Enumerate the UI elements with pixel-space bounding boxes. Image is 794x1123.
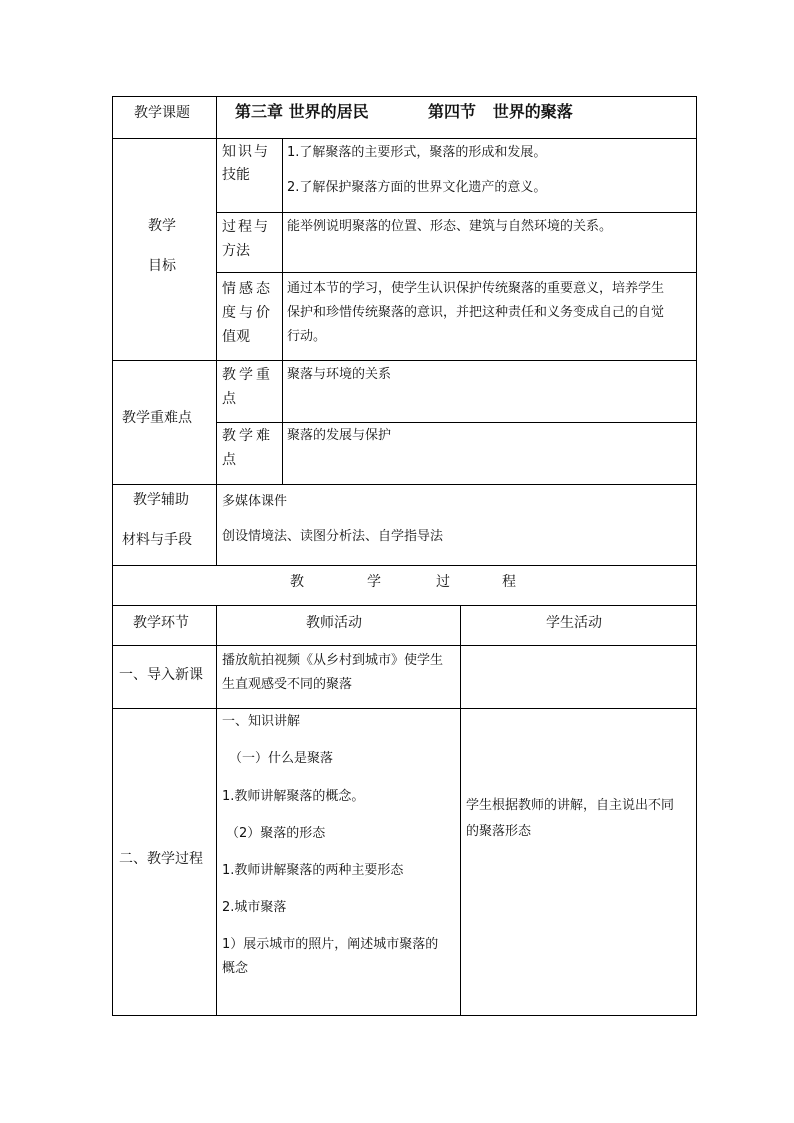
- objectives-label: 目标: [148, 258, 176, 274]
- process-title-char: 程: [502, 574, 516, 590]
- rule: [112, 96, 697, 97]
- column-header-stage: 教学环节: [133, 615, 189, 631]
- teacher-activity-line: 概念: [222, 961, 249, 976]
- rule: [112, 138, 697, 139]
- stage-process: 二、教学过程: [119, 851, 203, 867]
- rule: [282, 138, 283, 485]
- rule: [112, 645, 697, 646]
- rule: [112, 708, 697, 709]
- knowledge-item-1: 1.了解聚落的主要形式，聚落的形成和发展。: [287, 145, 547, 160]
- emotion-label: 值观: [222, 329, 250, 345]
- teacher-activity-line: 生直观感受不同的聚落: [222, 677, 353, 692]
- knowledge-label: 知识与: [222, 144, 270, 160]
- rule: [112, 360, 697, 361]
- objectives-label: 教学: [148, 218, 176, 234]
- teacher-activity-line: 1）展示城市的照片，阐述城市聚落的: [222, 937, 439, 952]
- teacher-activity-line: 1.教师讲解聚落的概念。: [222, 789, 365, 804]
- teacher-activity-line: 播放航拍视频《从乡村到城市》使学生: [222, 653, 444, 668]
- teacher-activity-line: 2.城市聚落: [222, 900, 287, 915]
- rule: [216, 272, 697, 273]
- focus-label: 点: [222, 391, 236, 407]
- process-title-char: 学: [367, 574, 381, 590]
- focus-label: 教学重: [222, 367, 273, 383]
- emotion-label: 度与价: [222, 305, 273, 321]
- knowledge-item-2: 2.了解保护聚落方面的世界文化遗产的意义。: [287, 180, 547, 195]
- emotion-text-line: 保护和珍惜传统聚落的意识，并把这种责任和义务变成自己的自觉: [287, 305, 665, 320]
- rule: [460, 605, 461, 1016]
- process-title-char: 教: [290, 574, 304, 590]
- key-points-label: 教学重难点: [122, 410, 192, 426]
- aids-text-line: 多媒体课件: [222, 494, 288, 509]
- emotion-label: 情感态: [222, 281, 273, 297]
- section-title: 第四节 世界的聚落: [428, 102, 573, 121]
- process-label: 过程与: [222, 219, 270, 235]
- stage-intro: 一、导入新课: [119, 667, 203, 683]
- rule: [112, 605, 697, 606]
- process-text: 能举例说明聚落的位置、形态、建筑与自然环境的关系。: [287, 219, 613, 234]
- chapter-title: 第三章 世界的居民: [235, 102, 369, 121]
- focus-text: 聚落与环境的关系: [287, 367, 392, 382]
- difficulty-text: 聚落的发展与保护: [287, 428, 392, 443]
- emotion-text-line: 行动。: [287, 329, 327, 344]
- rule: [112, 96, 113, 1016]
- rule: [112, 1015, 697, 1016]
- rule: [216, 96, 217, 566]
- rule: [216, 212, 697, 213]
- rule: [696, 96, 697, 1016]
- difficulty-label: 点: [222, 452, 236, 468]
- teacher-activity-line: 1.教师讲解聚落的两种主要形态: [222, 863, 404, 878]
- aids-text-line: 创设情境法、读图分析法、自学指导法: [222, 529, 444, 544]
- process-title-char: 过: [436, 574, 450, 590]
- teacher-activity-line: （2）聚落的形态: [226, 826, 326, 841]
- student-activity-line: 学生根据教师的讲解，自主说出不同: [466, 798, 675, 813]
- column-header-teacher: 教师活动: [306, 615, 362, 631]
- difficulty-label: 教学难: [222, 428, 273, 444]
- rule: [216, 422, 697, 423]
- rule: [112, 565, 697, 566]
- column-header-student: 学生活动: [546, 615, 602, 631]
- teacher-activity-line: 一、知识讲解: [222, 714, 301, 729]
- aids-label: 材料与手段: [122, 532, 192, 548]
- lesson-topic-label: 教学课题: [134, 105, 190, 121]
- rule: [216, 605, 217, 1016]
- rule: [112, 484, 697, 485]
- process-label: 方法: [222, 243, 250, 259]
- knowledge-label: 技能: [222, 167, 250, 183]
- teacher-activity-line: （一）什么是聚落: [229, 751, 334, 766]
- student-activity-line: 的聚落形态: [466, 824, 532, 839]
- aids-label: 教学辅助: [133, 492, 189, 508]
- emotion-text-line: 通过本节的学习，使学生认识保护传统聚落的重要意义，培养学生: [287, 281, 665, 296]
